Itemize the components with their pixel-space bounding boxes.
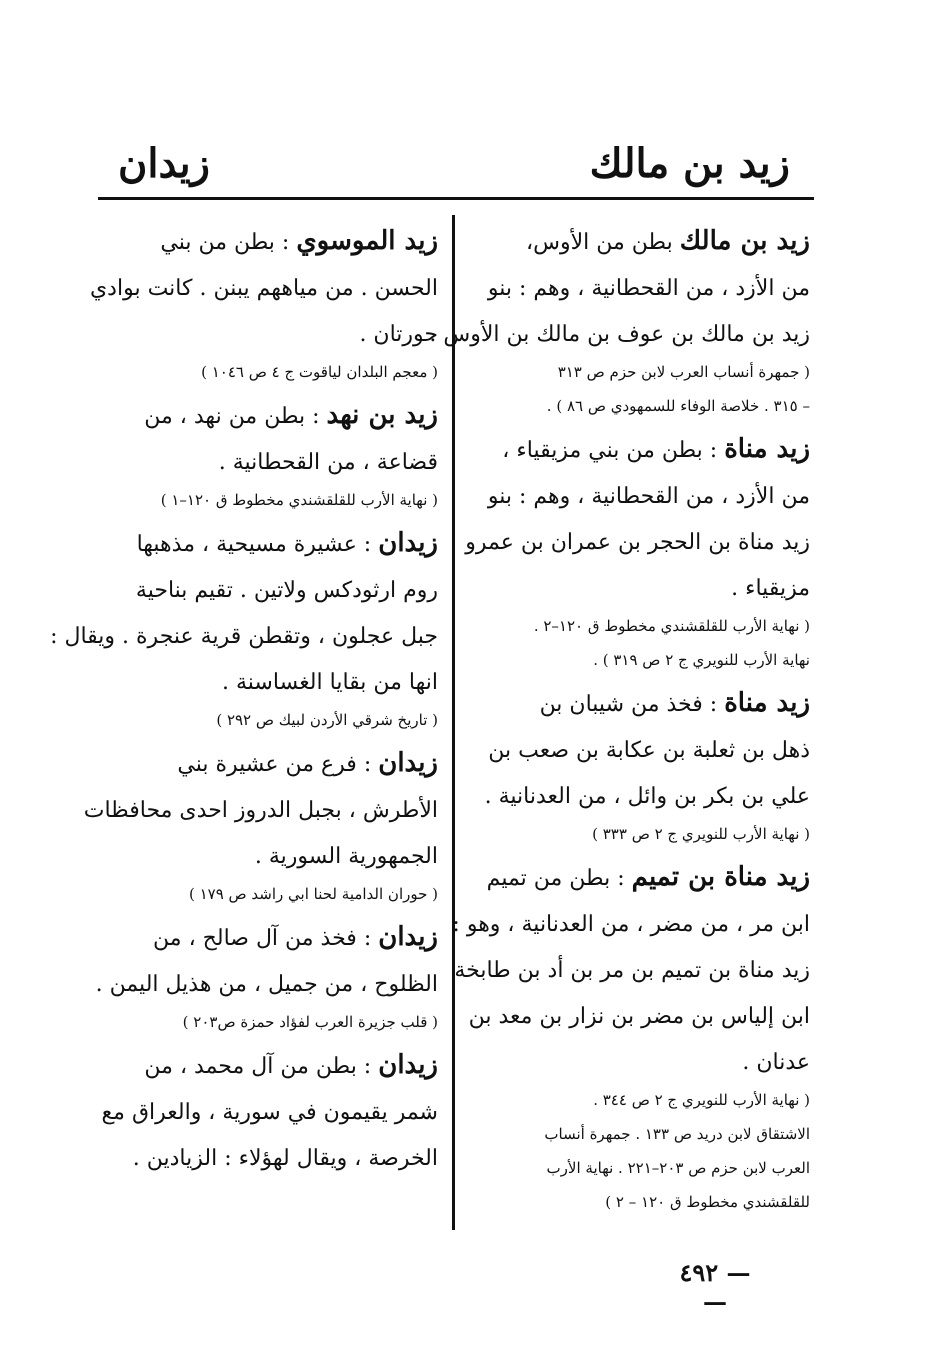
entry-line	[98, 218, 438, 266]
source-citation: نهاية الأرب للنويري ج ٢ ص ٣١٩ ) .	[593, 651, 810, 669]
entry-line: قضاعة ، من القحطانية .	[218, 450, 438, 475]
entry-line: ذهل بن ثعلبة بن عكابة بن صعب بن	[488, 738, 810, 763]
entry-line	[468, 218, 810, 266]
entry-headword: زيد الموسوي	[296, 226, 438, 256]
right-column	[429, 218, 810, 1222]
entry-zayd-manat-tamim	[452, 854, 810, 1216]
entry-line: الجمهورية السورية .	[254, 844, 438, 869]
entry-line: علي بن بكر بن وائل ، من العدنانية .	[484, 784, 810, 809]
entry-headword: زيدان	[378, 922, 438, 952]
entry-zaydan-al-muhammad	[98, 1042, 438, 1182]
source-citation: ( معجم البلدان لياقوت ج ٤ ص ١٠٤٦ )	[201, 363, 438, 381]
entry-zayd-ibn-malik	[429, 218, 810, 420]
entry-line	[98, 914, 438, 962]
entry-text: : فرع من عشيرة بني	[177, 752, 372, 777]
entry-headword: زيدان	[378, 528, 438, 558]
entry-headword: زيد مناة	[724, 434, 810, 464]
source-citation: ( نهاية الأرب للنويري ج ٢ ص ٣٤٤ .	[593, 1091, 810, 1109]
entry-headword: زيد بن مالك	[679, 226, 810, 256]
entry-line: انها من بقايا الغساسنة .	[222, 670, 438, 695]
entry-zayd-manat-azd	[465, 426, 810, 674]
header-rule	[98, 197, 814, 200]
entry-text: بطن من الأوس،	[526, 230, 673, 255]
entry-line: الخرصة ، ويقال لهؤلاء : الزيادين .	[132, 1146, 438, 1171]
entry-headword: زيد بن نهد	[326, 400, 438, 430]
running-head-right: زيد بن مالك	[589, 140, 790, 187]
entry-zayd-al-musawi	[89, 218, 438, 386]
entry-line: من الأزد ، من القحطانية ، وهم : بنو	[487, 276, 810, 301]
entry-headword: زيد مناة	[724, 688, 810, 718]
entry-headword: زيد مناة بن تميم	[631, 862, 810, 892]
entry-line: من الأزد ، من القحطانية ، وهم : بنو	[487, 484, 810, 509]
entry-line: زيد بن مالك بن عوف بن مالك بن الأوس .	[429, 322, 810, 347]
entry-text: : بطن من آل محمد ، من	[144, 1054, 372, 1079]
source-citation: ( تاريخ شرقي الأردن لبيك ص ٢٩٢ )	[216, 711, 438, 729]
entry-line	[468, 854, 810, 902]
entry-line: جبل عجلون ، وتقطن قرية عنجرة . ويقال :	[50, 624, 438, 649]
entry-text: : بطن من بني مزيقياء ،	[502, 438, 718, 463]
entry-line: مزيقياء .	[731, 576, 810, 601]
entry-line: زيد مناة بن الحجر بن عمران بن عمرو	[465, 530, 810, 555]
left-column	[50, 218, 438, 1182]
entry-line: عدنان .	[742, 1050, 810, 1075]
entry-line: الحسن . من مياههم يبنن . كانت بوادي	[89, 276, 438, 301]
source-citation: ( قلب جزيرة العرب لفؤاد حمزة ص٢٠٣ )	[182, 1013, 438, 1031]
entry-line: شمر يقيمون في سورية ، والعراق مع	[101, 1100, 438, 1125]
entry-line: ابن إلياس بن مضر بن نزار بن معد بن	[468, 1004, 810, 1029]
source-citation: ( نهاية الأرب للقلقشندي مخطوط ق ١٢٠–٢ .	[533, 617, 810, 635]
entry-line	[98, 392, 438, 440]
entry-text: : فخذ من آل صالح ، من	[153, 926, 372, 951]
page-number: — ٤٩٢ —	[679, 1258, 751, 1316]
source-citation: ( جمهرة أنساب العرب لابن حزم ص ٣١٣	[557, 363, 810, 381]
entry-line	[98, 520, 438, 568]
entry-line: الظلوح ، من جميل ، من هذيل اليمن .	[95, 972, 438, 997]
entry-line	[98, 740, 438, 788]
entry-text: : بطن من بني	[160, 230, 290, 255]
entry-text: : بطن من نهد ، من	[144, 404, 320, 429]
source-citation: للقلقشندي مخطوط ق ١٢٠ – ٢ )	[605, 1193, 810, 1211]
entry-text: : عشيرة مسيحية ، مذهبها	[136, 532, 372, 557]
entry-zayd-ibn-nahd	[98, 392, 438, 514]
entry-zaydan-al-salih	[95, 914, 438, 1036]
entry-line	[468, 426, 810, 474]
entry-text: : فخذ من شيبان بن	[539, 692, 718, 717]
source-citation: – ٣١٥ . خلاصة الوفاء للسمهودي ص ٨٦ ) .	[546, 397, 810, 415]
source-citation: الاشتقاق لابن دريد ص ١٣٣ . جمهرة أنساب	[544, 1125, 810, 1143]
entry-zaydan-atrash	[83, 740, 438, 908]
entry-line	[98, 1042, 438, 1090]
entry-zaydan-christian	[50, 520, 438, 734]
entry-line: الأطرش ، بجبل الدروز احدى محافظات	[83, 798, 438, 823]
source-citation: العرب لابن حزم ص ٢٠٣–٢٢١ . نهاية الأرب	[546, 1159, 810, 1177]
column-divider	[452, 215, 455, 1230]
entry-line: ابن مر ، من مضر ، من العدنانية ، وهو :	[452, 912, 810, 937]
source-citation: ( نهاية الأرب للنويري ج ٢ ص ٣٣٣ )	[592, 825, 810, 843]
entry-line: زيد مناة بن تميم بن مر بن أد بن طابخة	[454, 958, 810, 983]
source-citation: ( نهاية الأرب للقلقشندي مخطوط ق ١٢٠–١ )	[160, 491, 438, 509]
entry-headword: زيدان	[378, 748, 438, 778]
source-citation: ( حوران الدامية لحنا ابي راشد ص ١٧٩ )	[188, 885, 438, 903]
entry-headword: زيدان	[378, 1050, 438, 1080]
entry-line: روم ارثودكس ولاتين . تقيم بناحية	[135, 578, 438, 603]
entry-text: : بطن من تميم	[486, 866, 625, 891]
entry-zayd-manat-shayban	[468, 680, 810, 848]
running-head-left: زيدان	[118, 140, 210, 187]
entry-line	[468, 680, 810, 728]
entry-line: حورتان .	[359, 322, 438, 347]
